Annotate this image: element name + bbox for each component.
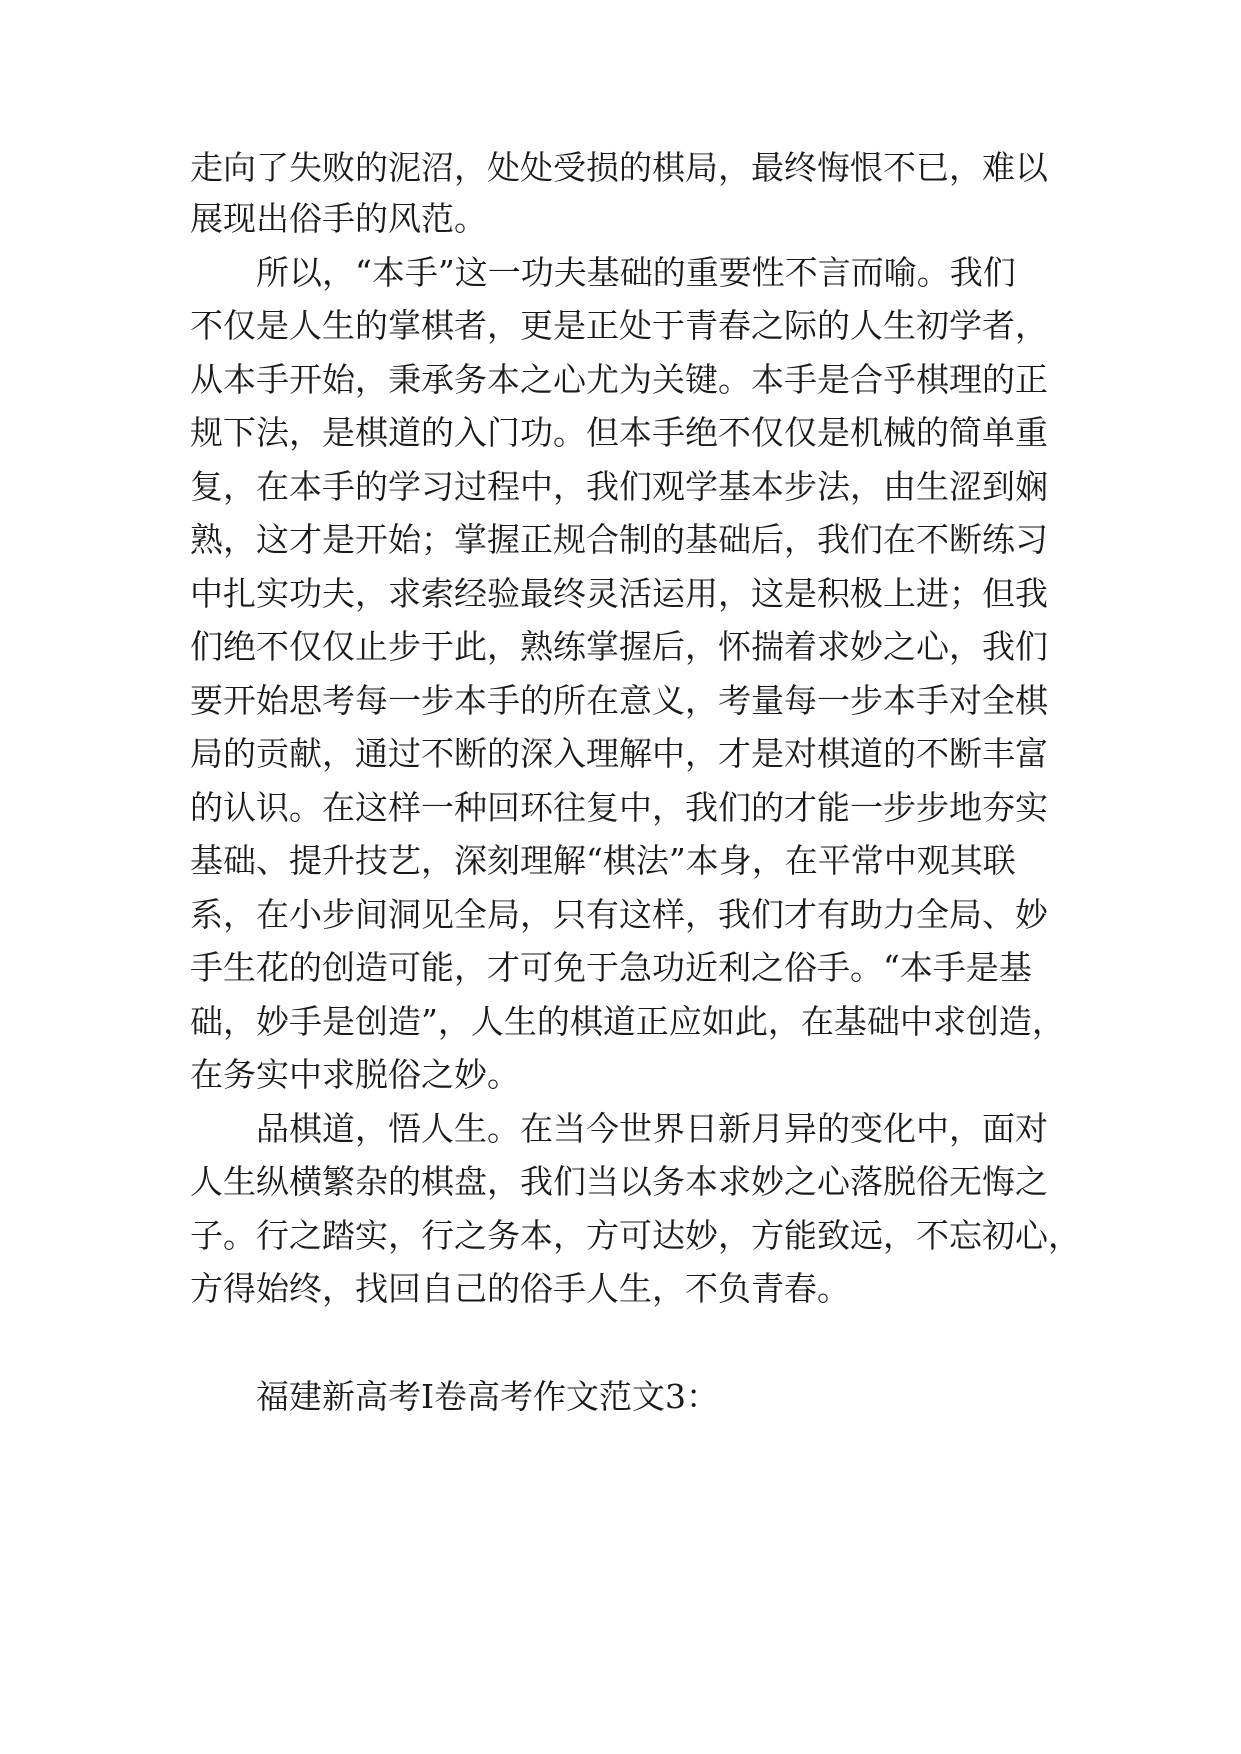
text-line: 所以，“本手”这一功夫基础的重要性不言而喻。我们 <box>256 253 1016 292</box>
text-line: 从本手开始，秉承务本之心尤为关键。本手是合乎棋理的正 <box>190 360 1048 399</box>
text-line: 中扎实功夫，求索经验最终灵活运用，这是积极上进；但我 <box>190 574 1048 613</box>
text-line: 在务实中求脱俗之妙。 <box>190 1055 520 1094</box>
text-line: 们绝不仅仅止步于此，熟练掌握后，怀揣着求妙之心，我们 <box>190 627 1048 666</box>
text-line: 基础、提升技艺，深刻理解“棋法”本身，在平常中观其联 <box>190 841 1016 880</box>
text-line: 不仅是人生的掌棋者，更是正处于青春之际的人生初学者， <box>190 306 1048 345</box>
text-line: 熟，这才是开始；掌握正规合制的基础后，我们在不断练习 <box>190 520 1048 559</box>
text-line: 走向了失败的泥沼，处处受损的棋局，最终悔恨不已，难以 <box>190 148 1048 187</box>
text-line: 子。行之踏实，行之务本，方可达妙，方能致远，不忘初心， <box>190 1216 1081 1255</box>
text-line: 品棋道，悟人生。在当今世界日新月异的变化中，面对 <box>256 1109 1048 1148</box>
text-line: 局的贡献，通过不断的深入理解中，才是对棋道的不断丰富 <box>190 734 1048 773</box>
text-line: 手生花的创造可能，才可免于急功近利之俗手。“本手是基 <box>190 948 1032 987</box>
text-line: 要开始思考每一步本手的所在意义，考量每一步本手对全棋 <box>190 681 1048 720</box>
text-line: 系，在小步间洞见全局，只有这样，我们才有助力全局、妙 <box>190 895 1048 934</box>
text-line: 的认识。在这样一种回环往复中，我们的才能一步步地夯实 <box>190 788 1048 827</box>
section-heading: 福建新高考Ⅰ卷高考作文范文3： <box>256 1377 720 1416</box>
text-line: 础，妙手是创造”，人生的棋道正应如此，在基础中求创造， <box>190 1002 1065 1041</box>
text-line: 人生纵横繁杂的棋盘，我们当以务本求妙之心落脱俗无悔之 <box>190 1162 1048 1201</box>
text-line: 规下法，是棋道的入门功。但本手绝不仅仅是机械的简单重 <box>190 413 1048 452</box>
text-line: 复，在本手的学习过程中，我们观学基本步法，由生涩到娴 <box>190 467 1048 506</box>
text-line: 展现出俗手的风范。 <box>190 199 487 238</box>
text-line: 方得始终，找回自己的俗手人生，不负青春。 <box>190 1269 850 1308</box>
